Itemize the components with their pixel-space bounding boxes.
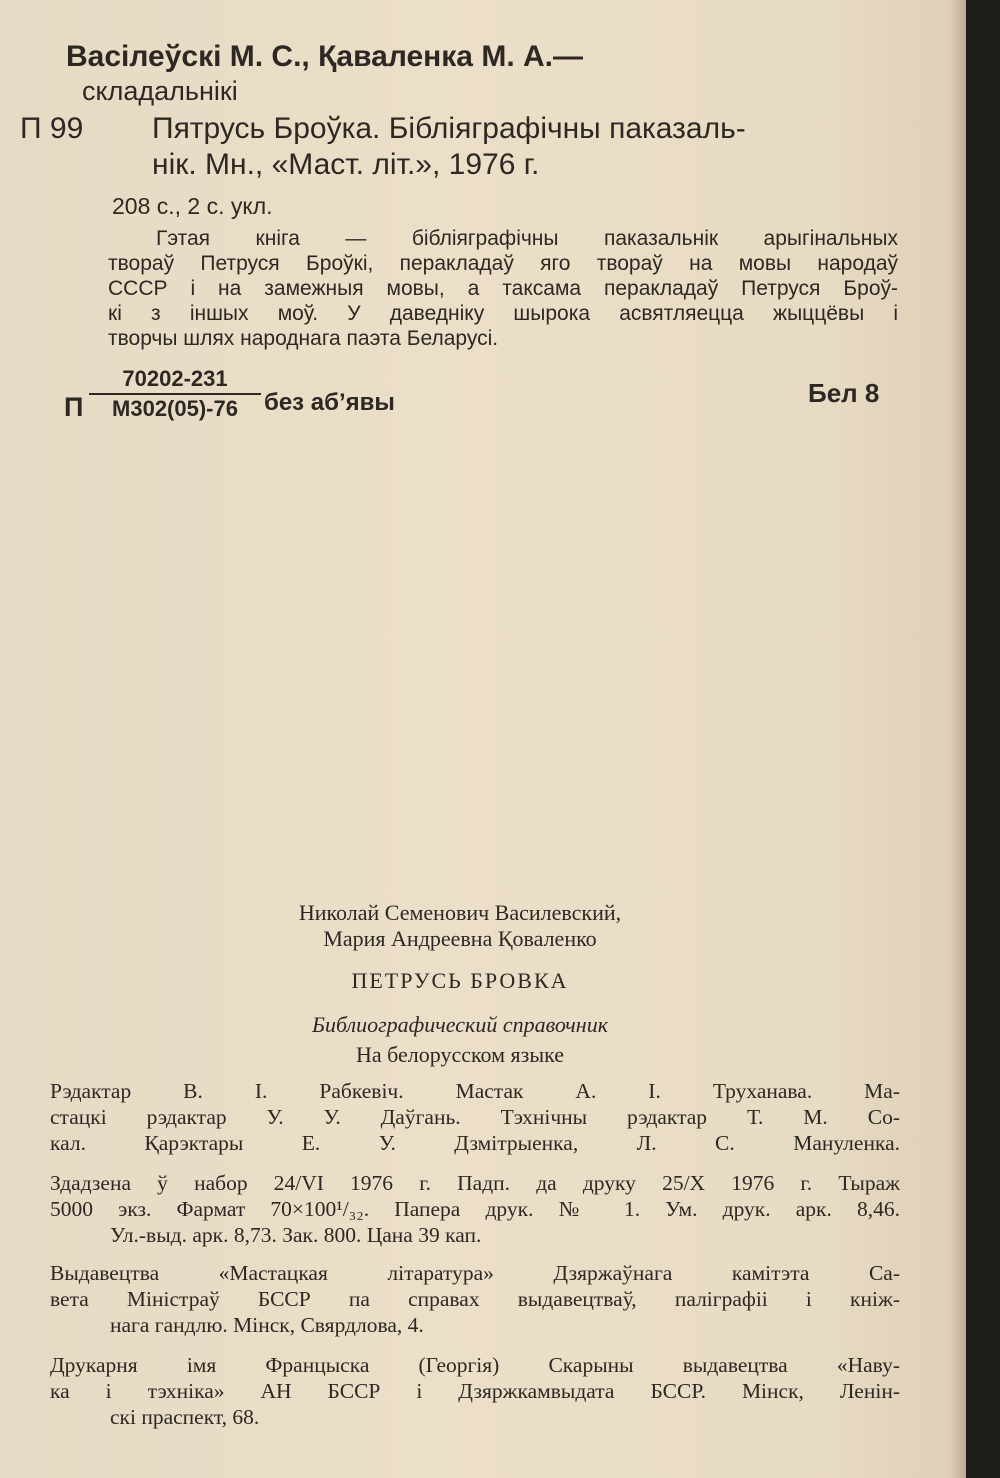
imprint-printer-line: скі праспект, 68. — [110, 1405, 260, 1429]
imprint-printer-line: Друкарня імя Францыска (Георгія) Скарыны выдавецтва «Наву- — [50, 1353, 900, 1377]
imprint-print-line: 5000 экз. Фармат 70×100¹/₃₂. Папера друк. № 1. Ум. друк. арк. 8,46. — [50, 1197, 900, 1221]
title-line-1: Пятрусь Броўка. Бібліяграфічны паказаль- — [152, 112, 746, 145]
page-count: 208 с., 2 с. укл. — [112, 193, 273, 219]
annotation-line: СССР і на замежныя мовы, а таксама перакладаў Петруся Броў- — [108, 277, 898, 300]
fraction-bar — [89, 393, 261, 395]
imprint-staff-line: кал. Қарэктары Е. У. Дзмітрыенка, Л. С. Мануленка. — [50, 1131, 900, 1155]
imprint-staff-line: Рэдактар В. І. Рабкевіч. Мастак А. І. Труханава. Ма- — [50, 1079, 900, 1103]
russian-language-note: На белорусском языке — [355, 1042, 565, 1067]
imprint-staff-line: стацкі рэдактар У. У. Даўгань. Тэхнічны рэдактар Т. М. Со- — [50, 1105, 900, 1129]
compilers-line: складальнікі — [82, 76, 238, 106]
imprint-print-line: Здадзена ў набор 24/VI 1976 г. Падп. да друку 25/X 1976 г. Тыраж — [50, 1171, 900, 1195]
no-announcement-note: без аб’явы — [264, 389, 395, 416]
index-fraction — [89, 366, 261, 422]
index-prefix: П — [64, 392, 84, 422]
classification-code: Бел 8 — [808, 378, 880, 408]
annotation-line: твораў Петруся Броўкі, перакладаў яго твораў на мовы народаў — [108, 252, 898, 275]
index-numerator: 70202-231 — [122, 366, 228, 391]
imprint-publisher-line: Выдавецтва «Мастацкая літаратура» Дзяржаўнага камітэта Са- — [50, 1261, 900, 1285]
imprint-print-line: Ул.-выд. арк. 8,73. Зак. 800. Цана 39 кап. — [110, 1223, 482, 1247]
catalog-code: П 99 — [20, 112, 84, 145]
annotation-line: кі з іншых моў. У даведніку шырока асвятляецца жыццёвы і — [108, 302, 898, 325]
title-line-2: нік. Мн., «Маст. літ.», 1976 г. — [152, 148, 540, 181]
russian-title: ПЕТРУСЬ БРОВКА — [351, 968, 569, 993]
imprint-publisher-line: вета Міністраў БССР па справах выдавецтваў, паліграфіі і кніж- — [50, 1287, 900, 1311]
annotation-line: Гэтая кніга — бібліяграфічны паказальнік арыгінальных — [156, 227, 898, 250]
russian-subtitle: Библиографический справочник — [312, 1012, 608, 1037]
russian-author-2: Мария Андреевна Қоваленко — [323, 926, 597, 951]
page-edge-shadow — [950, 0, 966, 1478]
imprint-publisher-line: нага гандлю. Мінск, Свярдлова, 4. — [110, 1313, 424, 1337]
russian-author-1: Николай Семенович Василевский, — [298, 900, 622, 925]
index-denominator: М302(05)-76 — [112, 396, 238, 421]
authors-line: Васілеўскі М. С., Қаваленка М. А.— — [66, 40, 583, 73]
annotation-line: творчы шлях народнага паэта Беларусі. — [108, 327, 499, 350]
imprint-printer-line: ка і тэхніка» АН БССР і Дзяржкамвыдата БССР. Мінск, Ленін- — [50, 1379, 900, 1403]
